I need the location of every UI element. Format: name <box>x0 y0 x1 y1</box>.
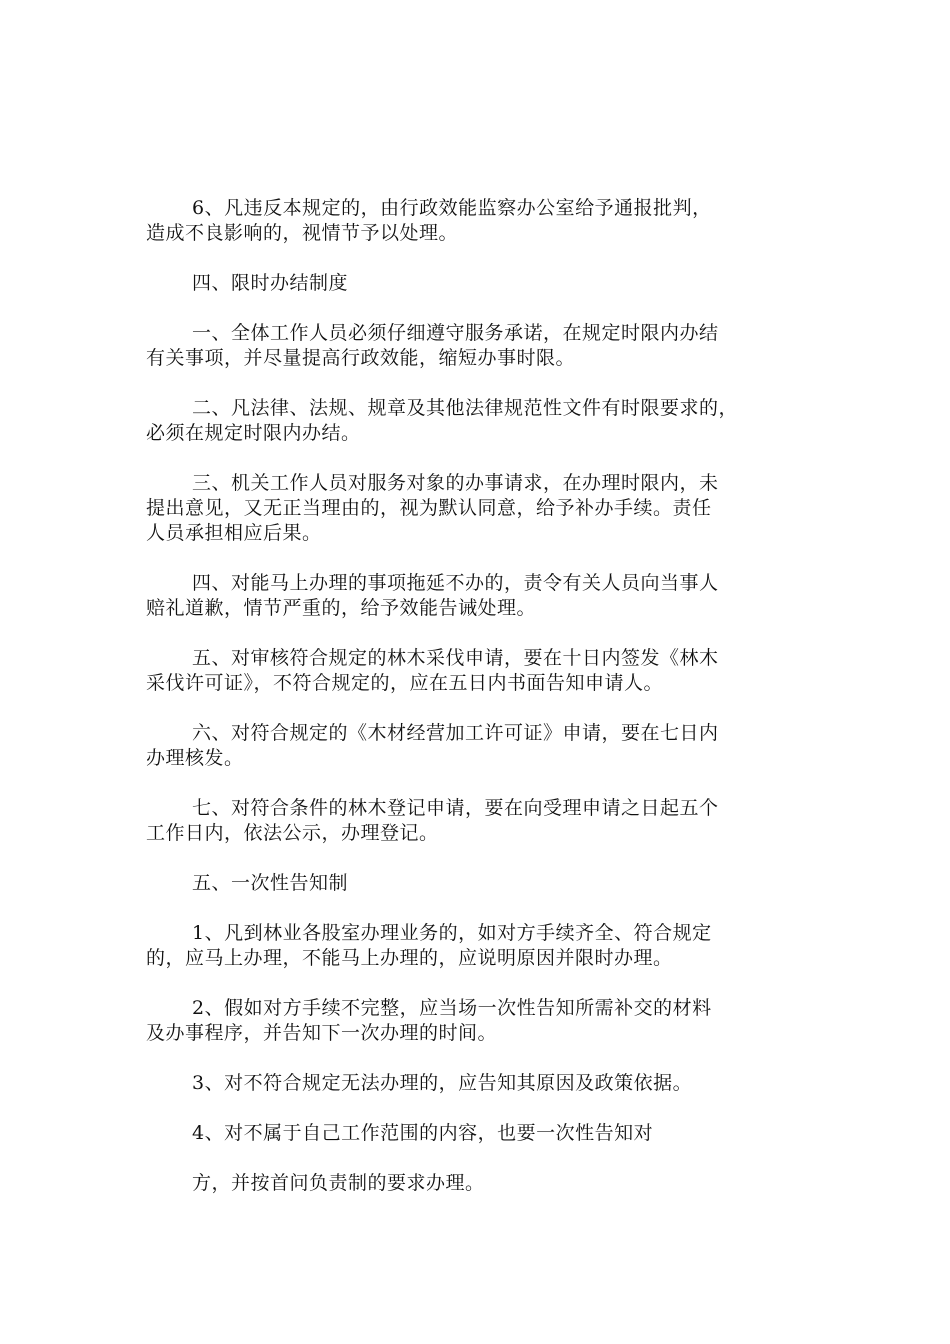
paragraph <box>146 571 814 621</box>
paragraph-line: 人员承担相应后果。 <box>146 522 322 544</box>
paragraph-line: 及办事程序，并告知下一次办理的时间。 <box>146 1022 498 1044</box>
paragraph-line: 二、凡法律、法规、规章及其他法律规范性文件有时限要求的， <box>192 397 739 419</box>
paragraph <box>146 871 814 896</box>
paragraph <box>146 1121 814 1146</box>
paragraph <box>146 321 814 371</box>
paragraph-line: 方，并按首问负责制的要求办理。 <box>192 1172 485 1194</box>
paragraph-line: 的，应马上办理，不能马上办理的，应说明原因并限时办理。 <box>146 947 673 969</box>
paragraph <box>146 271 814 296</box>
paragraph-line: 2、假如对方手续不完整，应当场一次性告知所需补交的材料 <box>192 997 712 1019</box>
paragraph-line: 一、全体工作人员必须仔细遵守服务承诺，在规定时限内办结 <box>192 322 719 344</box>
paragraph <box>146 921 814 971</box>
paragraph-line: 提出意见，又无正当理由的，视为默认同意，给予补办手续。责任 <box>146 497 712 519</box>
paragraph-line: 五、一次性告知制 <box>192 872 349 894</box>
paragraph <box>146 646 814 696</box>
paragraph-line: 有关事项，并尽量提高行政效能，缩短办事时限。 <box>146 347 576 369</box>
paragraph-line: 工作日内，依法公示，办理登记。 <box>146 822 439 844</box>
paragraph <box>146 196 814 246</box>
paragraph-line: 必须在规定时限内办结。 <box>146 422 361 444</box>
paragraph <box>146 796 814 846</box>
paragraph-line: 采伐许可证》，不符合规定的，应在五日内书面告知申请人。 <box>146 672 664 694</box>
paragraph-line: 4、对不属于自己工作范围的内容，也要一次性告知对 <box>192 1122 654 1144</box>
paragraph <box>146 1071 814 1096</box>
paragraph-line: 五、对审核符合规定的林木采伐申请，要在十日内签发《林木 <box>192 647 719 669</box>
paragraph-line: 1、凡到林业各股室办理业务的，如对方手续齐全、符合规定 <box>192 922 712 944</box>
paragraph <box>146 396 814 446</box>
paragraph-line: 造成不良影响的，视情节予以处理。 <box>146 222 459 244</box>
paragraph-line: 四、限时办结制度 <box>192 272 349 294</box>
paragraph-line: 赔礼道歉，情节严重的，给予效能告诫处理。 <box>146 597 537 619</box>
paragraph-line: 6、凡违反本规定的，由行政效能监察办公室给予通报批判， <box>192 197 712 219</box>
paragraph-line: 办理核发。 <box>146 747 244 769</box>
paragraph-line: 四、对能马上办理的事项拖延不办的，责令有关人员向当事人 <box>192 572 719 594</box>
paragraph-line: 六、对符合规定的《木材经营加工许可证》申请，要在七日内 <box>192 722 719 744</box>
paragraph <box>146 471 814 546</box>
paragraph <box>146 721 814 771</box>
paragraph-line: 三、机关工作人员对服务对象的办事请求，在办理时限内，未 <box>192 472 719 494</box>
paragraph-line: 3、对不符合规定无法办理的，应告知其原因及政策依据。 <box>192 1072 693 1094</box>
paragraph-line: 七、对符合条件的林木登记申请，要在向受理申请之日起五个 <box>192 797 719 819</box>
document-body <box>146 196 814 1221</box>
paragraph <box>146 1171 814 1196</box>
paragraph <box>146 996 814 1046</box>
